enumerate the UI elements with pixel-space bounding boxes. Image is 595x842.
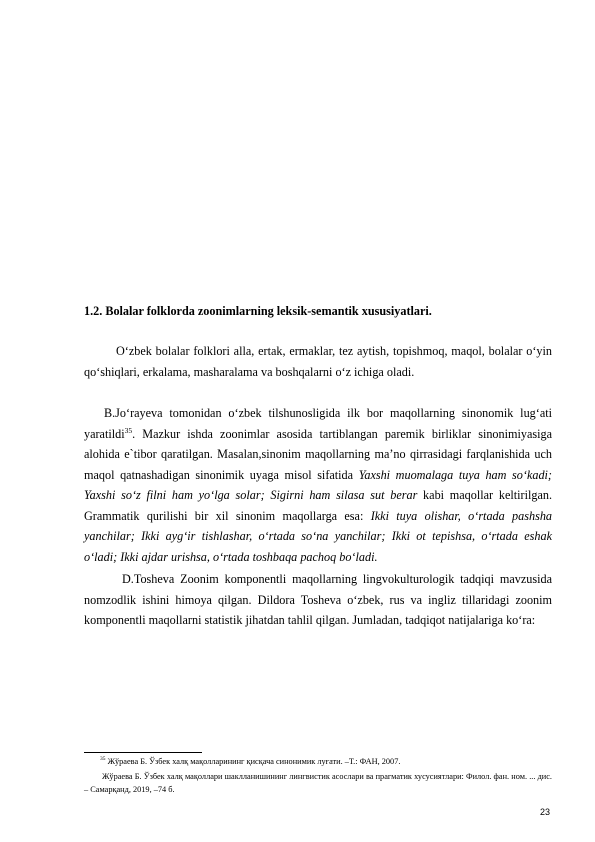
example-proverbs-1: Yaxshi muomalaga tuya ham so‘kadi; Yaxshi so‘z filni ham yo‘lga solar; Sigirni ham silasa sut berar — [84, 467, 552, 502]
example-proverbs-2: Ikki tuya olishar, o‘rtada pashsha yanchilar; Ikki ayg‘ir tishlashar, o‘rtada so‘na yanchilar; Ikki ot tepishsa, o‘rtada eshak o‘ladi; Ikki ajdar urishsa, o‘rtada toshbaqa pachoq bo‘ladi. — [84, 508, 553, 564]
footnote-reference: 35 — [124, 425, 133, 435]
footnote-35 — [84, 756, 552, 769]
paragraph-text: B.Jo‘rayeva tomonidan o‘zbek tilshunosligida ilk bor maqollarning sinonomik lug‘ati yaratildi — [84, 406, 552, 441]
paragraph-text: . Mazkur ishda zoonimlar asosida tartiblangan paremik birliklar sinonimiyasiga alohida e`tibor qaratilgan. Masalan,sinonim maqollarning ma’no qirrasidagi farqlanishida uch maqol qatnashadigan sinonimik uyaga misol sifatida — [84, 426, 552, 482]
paragraph-juraeva — [84, 403, 552, 567]
paragraph-intro: O‘zbek bolalar folklori alla, ertak, ermaklar, tez aytish, topishmoq, maqol, bolalar o‘yin qo‘shiqlari, erkalama, masharalama va boshqalarni o‘z ichiga oladi. — [84, 344, 552, 379]
footnote-text: Жўраева Б. Ўзбек халқ мақоллари шаклланишининг лингвистик асослари ва прагматик хусусиятлари: Филол. фан. ном. ... дис. – Самарқанд, 2019, –74 б. — [84, 772, 552, 794]
footnote-text: Жўраева Б. Ўзбек халқ мақолларининг қисқача синонимик луғати. –Т.: ФАН, 2007. — [105, 757, 401, 766]
footnote-divider — [84, 752, 202, 753]
footnote-mark: 35 — [100, 756, 106, 763]
paragraph-tosheva: D.Tosheva Zoonim komponentli maqollarning lingvokulturologik tadqiqi mavzusida nomzodlik ishini himoya qilgan. Dildora Tosheva o‘zbek, rus va ingliz tillaridagi zoonim komponentli maqollarni statistik jihatdan tahlil qilgan. Jumladan, tadqiqot natijalariga ko‘ra: — [84, 572, 552, 627]
section-heading: 1.2. Bolalar folklorda zoonimlarning leksik-semantik xususiyatlari. — [84, 304, 432, 318]
footnote-36 — [84, 771, 552, 796]
page-number: 23 — [540, 807, 551, 817]
paragraph-text: kabi maqollar keltirilgan. Grammatik qurilishi bir xil sinonim maqollarga esa: — [84, 488, 552, 523]
